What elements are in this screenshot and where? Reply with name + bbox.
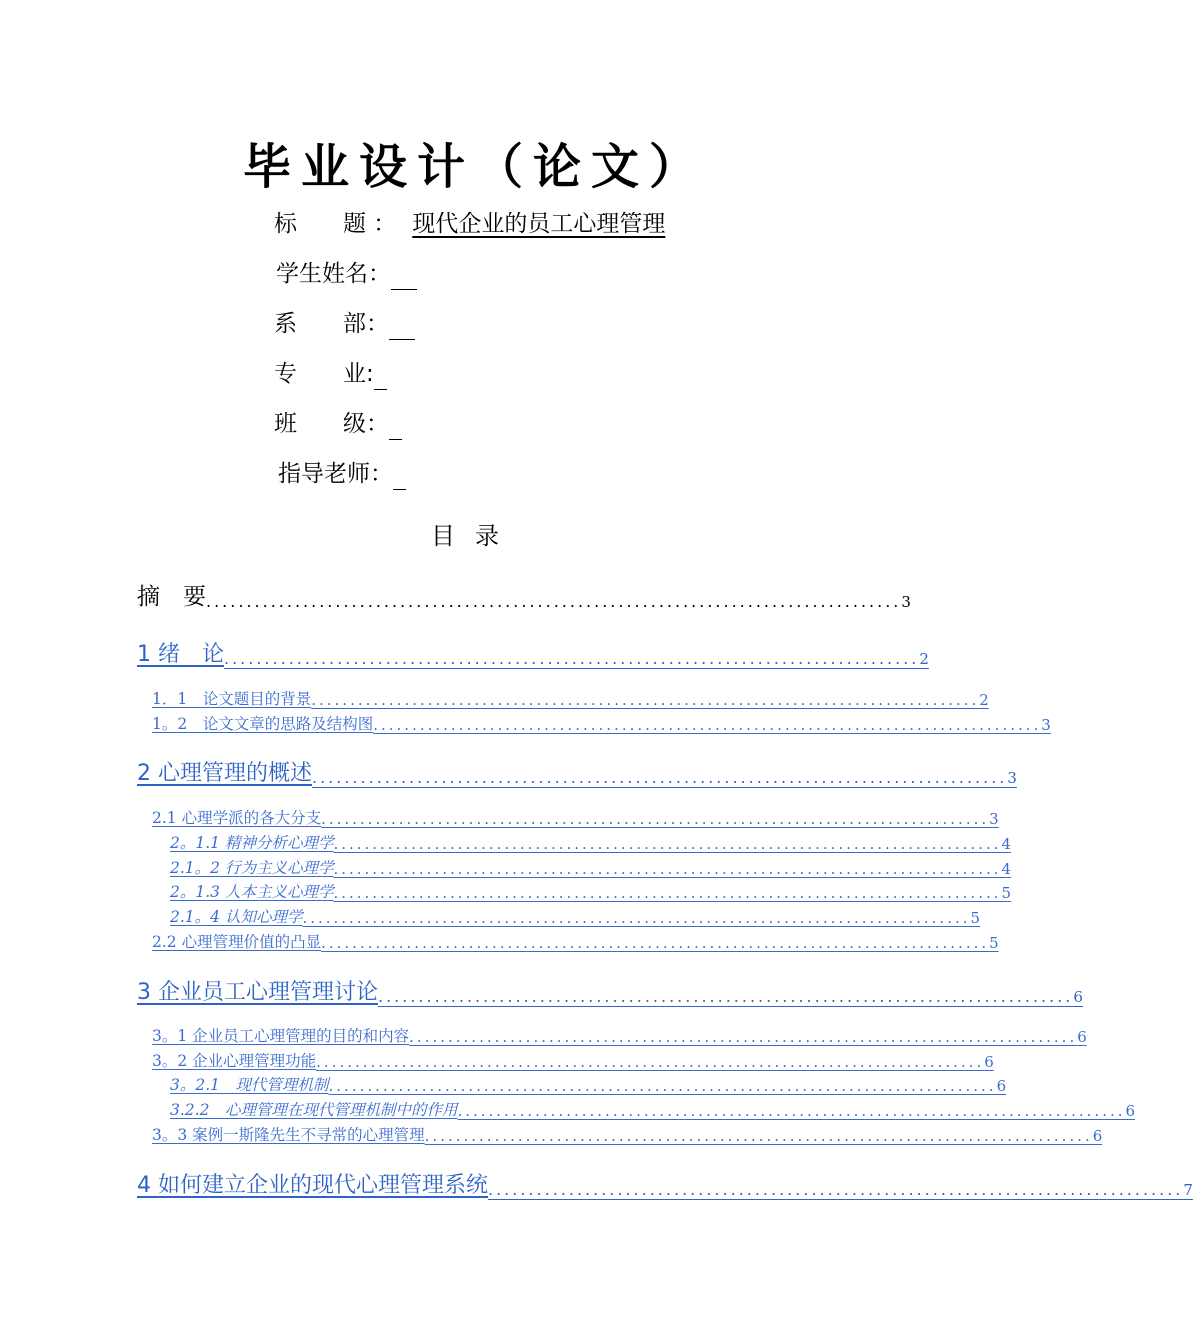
class-label: 班 级： bbox=[274, 411, 389, 437]
toc-leader-dots: ...................................................................................... bbox=[328, 1077, 997, 1095]
department-label: 系 部： bbox=[274, 311, 389, 337]
toc-entry-text: 2.1。2 行为主义心理学 bbox=[170, 859, 334, 877]
toc-entry-chapter-1[interactable] bbox=[137, 637, 929, 668]
student-name-blank[interactable] bbox=[391, 263, 417, 290]
toc-entry-2-1[interactable] bbox=[152, 806, 999, 828]
thesis-title: 毕业设计（论文） bbox=[242, 139, 707, 195]
toc-entry-text: 3。2.1 现代管理机制 bbox=[170, 1076, 329, 1094]
toc-leader-dots: ...................................................................................... bbox=[312, 768, 1008, 787]
toc-entry-text: 3。1 企业员工心理管理的目的和内容 bbox=[152, 1027, 410, 1045]
toc-entry-2-2[interactable] bbox=[152, 930, 999, 952]
toc-leader-dots: ...................................................................................... bbox=[373, 716, 1042, 734]
toc-leader-dots: ...................................................................................... bbox=[457, 1102, 1126, 1120]
toc-leader-dots: ...................................................................................... bbox=[302, 909, 971, 927]
toc-entry-text: 3.2.2 心理管理在现代管理机制中的作用 bbox=[170, 1101, 458, 1119]
toc-leader-dots: ...................................................................................... bbox=[409, 1028, 1078, 1046]
toc-entry-1-1[interactable] bbox=[152, 687, 989, 709]
toc-page-number: 2 bbox=[979, 691, 989, 709]
toc-entry-chapter-3[interactable] bbox=[137, 975, 1083, 1006]
toc-entry-3-2-2[interactable] bbox=[170, 1098, 1136, 1120]
toc-page-number: 3 bbox=[1041, 716, 1051, 734]
toc-page-number: 5 bbox=[970, 909, 981, 927]
toc-entry-2-1-2[interactable] bbox=[170, 856, 1012, 878]
toc-page-number: 6 bbox=[1077, 1028, 1087, 1046]
toc-page-number: 4 bbox=[1001, 835, 1012, 853]
toc-entry-2-1-4[interactable] bbox=[170, 905, 981, 927]
toc-entry-3-2-1[interactable] bbox=[170, 1073, 1007, 1095]
toc-leader-dots: ...................................................................................... bbox=[424, 1127, 1093, 1145]
toc-page-number: 6 bbox=[1073, 988, 1083, 1006]
toc-page-number: 4 bbox=[1001, 860, 1012, 878]
toc-entry-text: 摘 要 bbox=[137, 584, 206, 610]
toc-leader-dots: ...................................................................................... bbox=[316, 1053, 985, 1071]
toc-page-number: 3 bbox=[989, 810, 999, 828]
toc-entry-text: 4 如何建立企业的现代心理管理系统 bbox=[137, 1173, 488, 1198]
toc-leader-dots: ...................................................................................... bbox=[224, 649, 920, 668]
class-blank[interactable] bbox=[389, 413, 402, 440]
toc-entry-text: 2.2 心理管理价值的凸显 bbox=[152, 933, 322, 951]
toc-entry-text: 2。1.1 精神分析心理学 bbox=[170, 834, 334, 852]
toc-page-number: 6 bbox=[1125, 1102, 1136, 1120]
toc-entry-text: 1。2 论文文章的思路及结构图 bbox=[152, 715, 374, 733]
toc-page-number: 3 bbox=[901, 593, 911, 611]
toc-entry-3-2[interactable] bbox=[152, 1049, 994, 1071]
toc-entry-abstract[interactable] bbox=[137, 578, 911, 611]
toc-entry-text: 3。2 企业心理管理功能 bbox=[152, 1052, 317, 1070]
toc-entry-text: 3。3 案例一斯隆先生不寻常的心理管理 bbox=[152, 1126, 425, 1144]
toc-leader-dots: ...................................................................................... bbox=[378, 987, 1074, 1006]
toc-leader-dots: ...................................................................................... bbox=[333, 835, 1002, 853]
toc-entry-chapter-4[interactable] bbox=[137, 1168, 1193, 1199]
toc-entry-2-1-3[interactable] bbox=[170, 880, 1012, 902]
toc-entry-3-3[interactable] bbox=[152, 1123, 1103, 1145]
toc-entry-text: 1．1 论文题目的背景 bbox=[152, 690, 312, 708]
toc-page-number: 3 bbox=[1007, 769, 1017, 787]
advisor-label: 指导老师： bbox=[278, 461, 393, 487]
topic-label: 标 题 ： bbox=[274, 211, 397, 237]
advisor-row bbox=[278, 458, 406, 490]
toc-entry-chapter-2[interactable] bbox=[137, 756, 1017, 787]
toc-entry-3-1[interactable] bbox=[152, 1024, 1087, 1046]
class-row bbox=[274, 408, 402, 440]
toc-entry-text: 2 心理管理的概述 bbox=[137, 761, 312, 786]
toc-heading: 目录 bbox=[431, 522, 519, 550]
student-name-label: 学生姓名： bbox=[276, 261, 391, 287]
toc-entry-text: 2.1。4 认知心理学 bbox=[170, 908, 303, 926]
topic-row bbox=[274, 208, 701, 240]
toc-page-number: 6 bbox=[1092, 1127, 1103, 1145]
toc-entry-text: 3 企业员工心理管理讨论 bbox=[137, 980, 378, 1005]
toc-page-number: 6 bbox=[984, 1053, 994, 1071]
toc-entry-text: 2。1.3 人本主义心理学 bbox=[170, 883, 334, 901]
toc-page-number: 7 bbox=[1183, 1181, 1193, 1199]
toc-leader-dots: ...................................................................................... bbox=[333, 884, 1002, 902]
advisor-blank[interactable] bbox=[393, 463, 406, 490]
toc-leader-dots: ...................................................................................... bbox=[206, 592, 902, 611]
toc-leader-dots: ...................................................................................... bbox=[311, 691, 980, 709]
major-blank[interactable] bbox=[374, 363, 387, 390]
toc-page-number: 2 bbox=[919, 650, 929, 668]
toc-page-number: 5 bbox=[989, 934, 999, 952]
toc-leader-dots: ...................................................................................... bbox=[488, 1180, 1184, 1199]
toc-page-number: 6 bbox=[996, 1077, 1007, 1095]
toc-leader-dots: ...................................................................................... bbox=[321, 810, 990, 828]
toc-entry-2-1-1[interactable] bbox=[170, 831, 1012, 853]
toc-page-number: 5 bbox=[1001, 884, 1012, 902]
department-blank[interactable] bbox=[389, 313, 415, 340]
major-label: 专 业: bbox=[274, 361, 374, 387]
toc-leader-dots: ...................................................................................... bbox=[333, 860, 1002, 878]
student-name-row bbox=[276, 258, 417, 290]
topic-value: 现代企业的员工心理管理 bbox=[412, 211, 666, 237]
toc-entry-text: 1 绪 论 bbox=[137, 642, 224, 667]
major-row bbox=[274, 358, 387, 390]
department-row bbox=[274, 308, 415, 340]
toc-entry-1-2[interactable] bbox=[152, 712, 1051, 734]
toc-leader-dots: ...................................................................................... bbox=[321, 934, 990, 952]
toc-entry-text: 2.1 心理学派的各大分支 bbox=[152, 809, 322, 827]
